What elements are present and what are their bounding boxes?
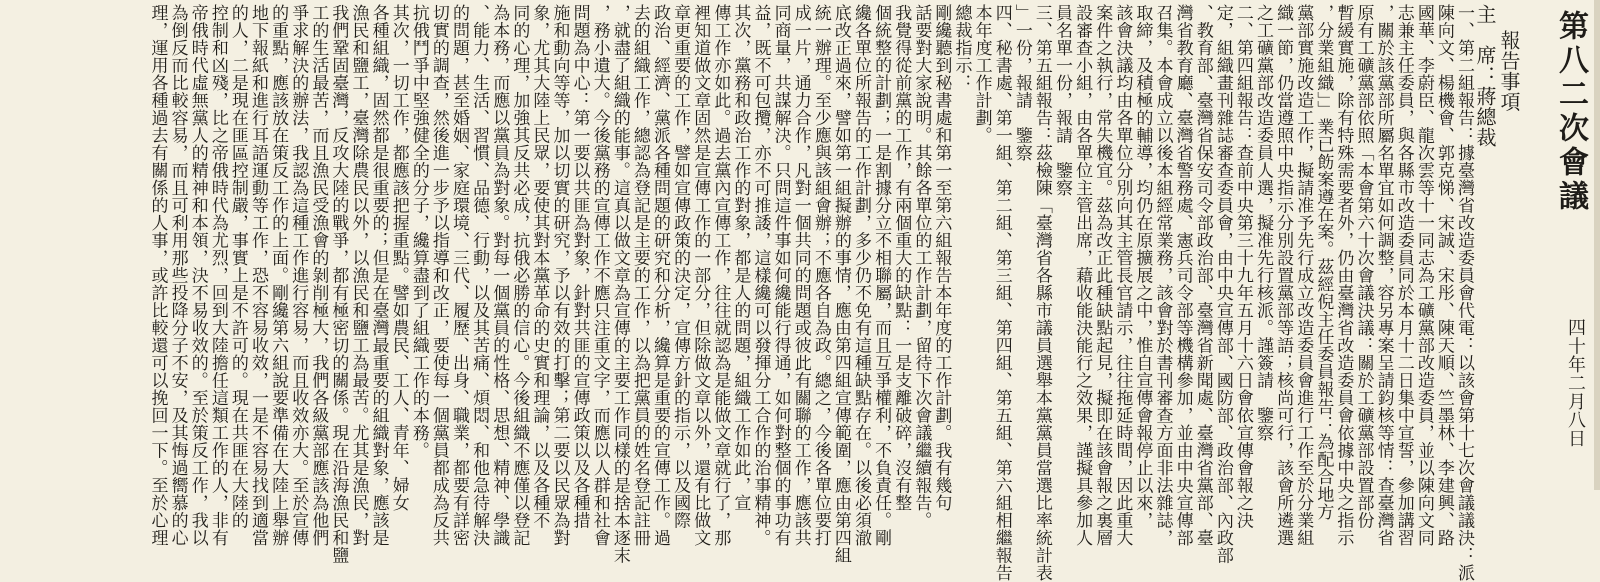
text-column: 暫緩實施，除有特殊需要者外，仍由臺灣省改造委員會依據中央之指示 [1333, 4, 1354, 547]
text-column: 底改正過來，譬如第一組擬辦的事情，應由第四組宣傳範圍，應由第四組 [830, 4, 851, 564]
text-column: 取締，及積極的輔導，均仍在原擴展之中，惟自宣傳會報停止以來， [1132, 4, 1153, 529]
text-column: 一、第二組報告：據臺灣省改造委員會代電：以該會第十七次會議議決：派 [1454, 4, 1474, 582]
text-column: 三、第五組報告：茲檢陳「臺灣省各縣市議員選舉本黨黨員當選比率統計表 [1031, 4, 1052, 582]
text-column: 我覺得從前黨的工作，有兩個重大的缺點：一是支離破碎，沒有整 [891, 4, 912, 512]
text-column: 個統整的計劃；一是割據分立不相聯屬，而且互爭權利，不負責任。剛 [871, 4, 892, 547]
text-column: 抗俄鬥爭中堅強健全的分子，纔算盡到了組織工作的本務。 [408, 4, 429, 459]
text-column: 益，既不可包攬，亦不可推諉，這樣纔可以發揮分工合作的治事精神。 [750, 4, 771, 547]
text-column: 其次，一切工作，都應該把握重點。譬如農民、工人、青年、婦女 [388, 4, 409, 512]
text-column: 理，運用各種過去有關係的人事，或許比較還可以挽回一下。至於心理 [147, 4, 168, 547]
text-column: 我們鞏固臺灣，反攻大陸的戰爭，都有極密切的關係。現在沿海漁民和鹽 [328, 4, 349, 564]
text-column: 、能力、生活、習慣、品德、行動，以及其苦痛、煩悶、和他急待解決 [469, 4, 490, 547]
text-column: 該會決議均由各單位分別向其主管長官請示，往往拖延時間，因此重大 [1112, 4, 1133, 547]
page-edge [1594, 0, 1600, 490]
text-column: 話要對大家說明。其餘各單位的工作計劃，留待下次會議繼續報告。 [911, 4, 932, 529]
text-column: 政治、經濟、黨派各種問題的研究和分析，纔算是重要的宣傳工作。過 [650, 4, 670, 547]
text-column: 本年度工作計劃。 [971, 4, 992, 144]
text-column: 設審查小組，由各單位主管出席，藉收能決能行之效果，謹擬具參加人 [1072, 4, 1093, 547]
text-column: 切實的調查，然後進一步予以指導和改正，要使每一個黨員都成為反共 [428, 4, 449, 547]
text-column: 控制和凶殘，比之帝俄時代為尤烈，回到大陸擔任這類工作的人，非有 [207, 4, 228, 547]
text-column: 案件之執行，常失機宜。茲為改正此種缺點起見，擬即在該會報之裏層 [1092, 4, 1113, 547]
text-column: 施和動向等等，加以切實的研究，予以有效的打擊；第二要以民眾為對 [549, 4, 570, 547]
text-column: 統一辦理。至少應與該組會辦；不應各自為政。總之，今後各單位要打 [810, 4, 831, 547]
text-column: 原有工礦黨部依照「本會第六十次會議決議：關於工礦黨部設置部份 [1353, 4, 1374, 529]
text-column: 工的生活最苦，而且漁民受漁會的剝削極大，我們各級黨部應該為他們 [308, 4, 329, 547]
text-column: 同的心理，加強其反共必成，抗俄必勝的信心。今後組織不應僅以登記 [509, 4, 530, 547]
text-column: 各種組織，固然都是很重要的；但是在臺灣最重要的組織對象，應該是 [368, 4, 389, 547]
text-column: 纔各單位所報告的工作計劃，多少仍不免有這種缺點存在。以後必須澈 [851, 4, 871, 547]
text-column: 召集。本會成立以後本組經常業務，該會對於書刊審查方面非法雜誌， [1152, 4, 1173, 547]
text-column: 帝俄時代虛無黨人的精神和本領，決不易收效的。至於策反工作，我以 [187, 4, 208, 547]
text-column: 之工礦黨部改造委員人選，擬准先行核派。謹簽請 鑒察 [1253, 4, 1273, 442]
meeting-date: 四十年二月八日 [1565, 318, 1586, 448]
text-column: 為倒反而比較容易，而且可利用那些投降分子不安，及其悔過嚮慕的心 [167, 4, 188, 547]
text-column: 問題為中心：第一要以共匪為對象，針對共匪的宣傳政策以及各種措 [569, 4, 590, 529]
chairman-line: 主 席：蔣總裁 [1473, 4, 1497, 148]
text-column: 成一片，通力合作，凡對一個共同的問題或彼此有關聯的工作，應該共 [790, 4, 811, 547]
text-column: 定，組織畫刊雜誌審查委員會，由中央宣傳部、國防部、政治部、內政部 [1212, 4, 1233, 564]
text-column: 爭求解決的辦法，我認為這種工作進行容易，而且收效亦大。至於宣傳 [288, 4, 309, 547]
text-column: 四、秘書處、第一組、第二組、第三組、第四組、第五組、第六組相繼報告 [991, 4, 1012, 582]
text-column: ，關於該黨部所屬名單宜如何調整，容另專案呈請鈞核等情：查臺灣省 [1373, 4, 1394, 547]
text-column: 的問題，甚至婚姻、家庭環境、三代、履歷、出身、職業，都要有詳密 [449, 4, 469, 547]
text-column: 員名單一份，報請 鑒察 [1052, 4, 1072, 197]
text-column: 灣省教育廳、臺灣省警務處、憲兵司令部等機構參加，並由中央宣傳部 [1172, 4, 1193, 547]
text-column: ，務小遺大。今後黨務的宣傳工作不應只注重文字，而應以人群和社會 [589, 4, 610, 547]
text-column: 黨部實施改造工作，擬請准予先行成立改造委員會進行工作至於分業組 [1293, 4, 1314, 547]
text-column: 的人，二是現在匪區控制嚴，事實上是不許可的。現在共匪在大陸的 [227, 4, 248, 529]
meeting-title: 第八二次會議 [1553, 10, 1588, 214]
text-column: 陳向文、楊機會、郭克悌、宋誠、宋彤、陳天順、竺墨林、李建興、路 [1433, 4, 1454, 547]
text-column: 去的組織工作，總認為登記是主要的工作，以為把黨員的姓名登記註冊 [629, 4, 650, 547]
text-column: 國華、李蔚臣、龍次雲等十一同志為工礦黨部改造委員，並以陳向文同 [1413, 4, 1434, 547]
text-column: ，分業組織」」業已飭案遵在案。茲經倪主任委員報告：為配合地方 [1313, 4, 1334, 521]
text-column: 織一節，仍當遵照中央指示分別設置黨部等語；核尚可行，該會所遴選 [1273, 4, 1294, 547]
section-heading: 報告事項 [1497, 30, 1521, 112]
text-column: 傳工作亦如此。過去黨內宣傳工作，往往就認為是能做文章就行了，那 [710, 4, 731, 547]
text-column: 為本務，而應以黨員為對象。對每一個黨員的性格、思想、精神、學識 [489, 4, 510, 547]
text-column: 志兼主任委員，與各縣市改造委員同於本月十二日集中宣誓，參加講習 [1393, 4, 1414, 547]
text-column: 同商量，共謀解決。只問這件事如何纔能行得通，如何對整個的事功有 [770, 4, 791, 547]
text-column: 、教育部、臺灣省保安司令部政治部、臺灣省新聞處、臺灣省黨部、臺 [1192, 4, 1213, 547]
text-column: 二、第四組報告：查前中央第三十九年五月十六日會依宣傳會報之決 [1232, 4, 1253, 529]
text-column: 總裁指示： [951, 4, 972, 92]
text-column: 裡知道做文章固然是宣傳工作的一部分，但除做文章以外，還有比做文 [690, 4, 711, 547]
text-column: 剛纔聽到秘書處和第一至第六組報告本年度的工作計劃。我有幾句 [931, 4, 952, 512]
text-column: 象，尤其大陸上民眾，要使其對本黨革命的史實和理論，以及各種不 [529, 4, 550, 529]
text-column: 地下報紙和進行耳語運動等工作，恐不容易收效，一是不容易找到適當 [248, 4, 268, 547]
text-column: 章更重要的工作，譬如宣傳政策的決定，宣傳方針的指示，以及國際 [670, 4, 691, 529]
text-column: 」一份，報請 鑒察 [1011, 4, 1032, 162]
text-column: 其次，黨務和政治工作的對象，都是人的問題，組織工作如此，宣 [730, 4, 751, 512]
text-column: 漁民和鹽工，臺灣除農民以外，以漁民和鹽工為最苦。尤其是漁民，對 [348, 4, 369, 547]
text-column: 的重點，應該放在策反工作的上面。剛纔第六組說要準備在大陸上舉辦 [268, 4, 289, 547]
text-column: ，就盡了組織的能事。這真以做文章為宣傳的主要工作同樣的是捨本逐末 [609, 4, 630, 564]
